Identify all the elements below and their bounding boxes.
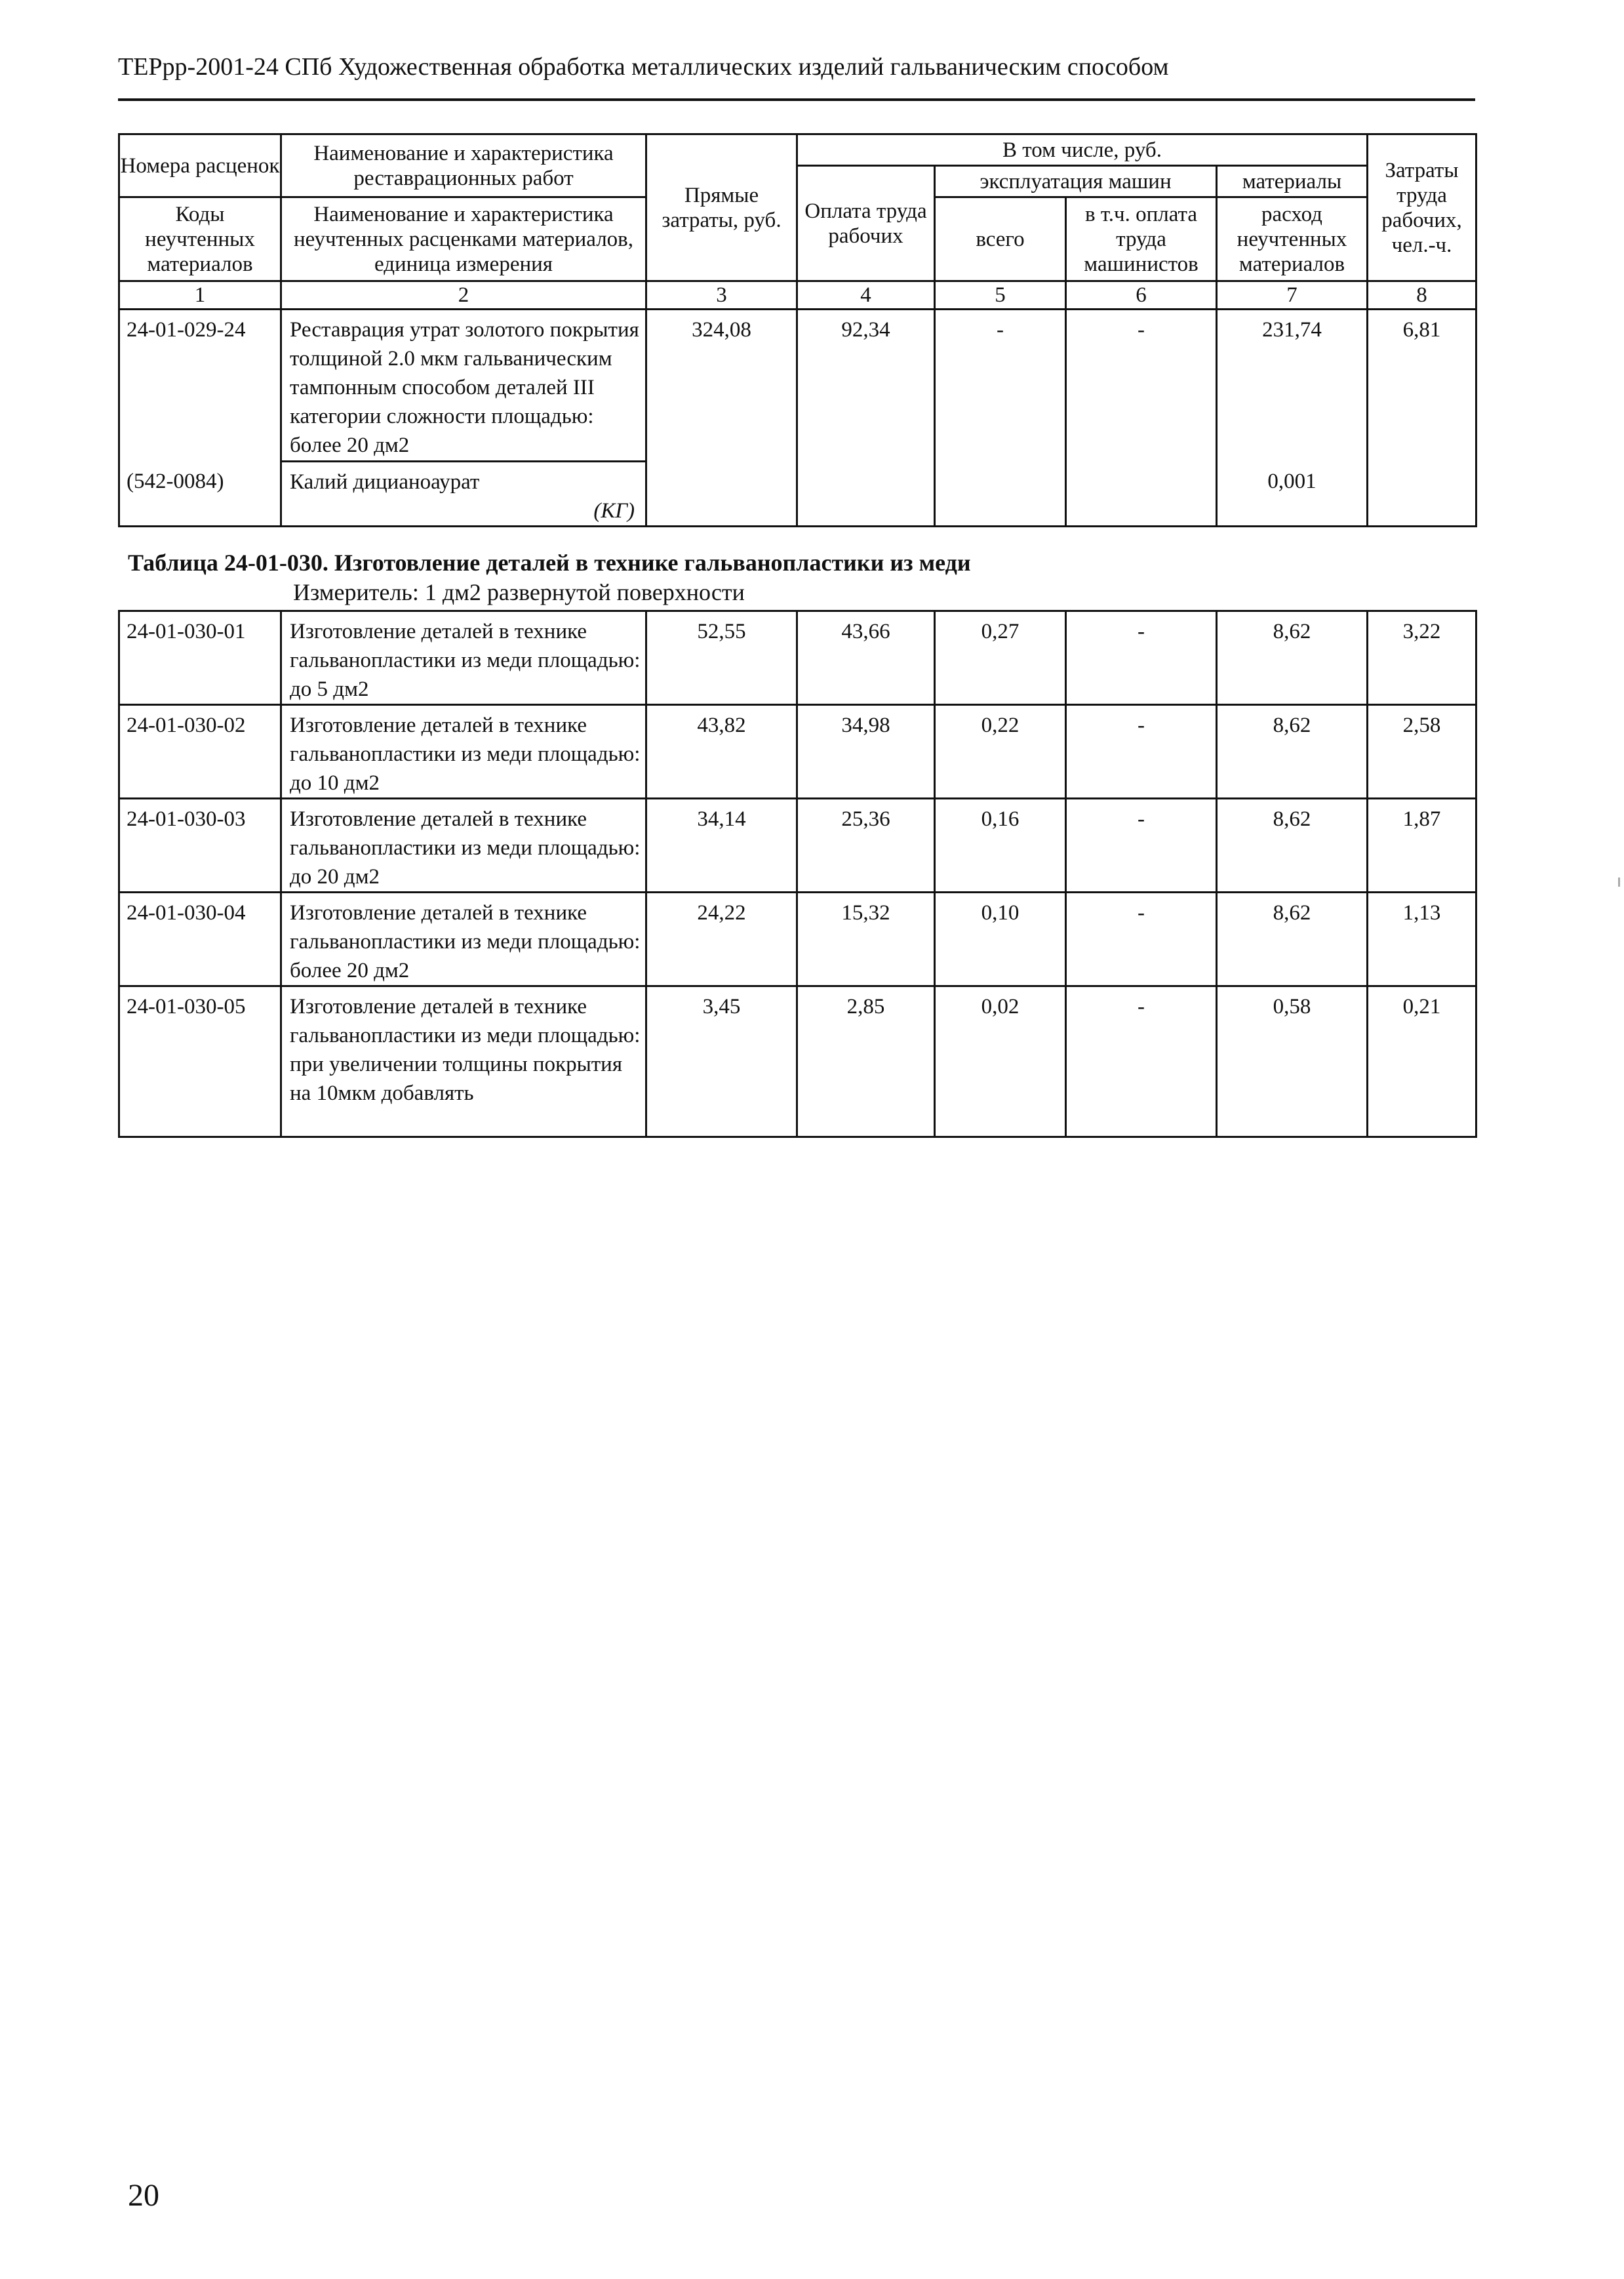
material-name: Калий дицианоаурат [290, 470, 480, 494]
rate-code: 24-01-029-24 [119, 310, 281, 462]
direct-costs: 324,08 [646, 310, 797, 462]
operator-pay: - [1066, 893, 1217, 986]
direct-costs: 52,55 [646, 611, 797, 705]
worker-pay: 2,85 [797, 986, 935, 1137]
operator-pay: - [1066, 611, 1217, 705]
materials-cost: 0,58 [1217, 986, 1368, 1137]
operator-pay: - [1066, 986, 1217, 1137]
machines-total: 0,27 [935, 611, 1066, 705]
material-code: (542-0084) [119, 462, 281, 527]
table-row [119, 893, 1476, 986]
material-consumption: 0,001 [1217, 462, 1368, 527]
table-measure-text: Измеритель: 1 дм2 развернутой поверхности [293, 579, 745, 605]
direct-costs: 43,82 [646, 705, 797, 799]
page-header: ТЕРрр-2001-24 СПб Художественная обработка металлических изделий гальваническим способом [118, 53, 1169, 81]
table-title [128, 548, 971, 577]
operator-pay: - [1066, 310, 1217, 462]
header-material-description: Наименование и характеристика неучтенных расценками материалов, единица измерения [281, 197, 646, 281]
worker-pay: 25,36 [797, 799, 935, 893]
materials-cost: 8,62 [1217, 705, 1368, 799]
header-labor-hours: Затраты труда рабочих, чел.-ч. [1368, 134, 1476, 281]
machines-total: - [935, 310, 1066, 462]
machines-total: 0,10 [935, 893, 1066, 986]
materials-cost: 8,62 [1217, 893, 1368, 986]
header-work-description: Наименование и характеристика реставрационных работ [281, 134, 646, 197]
column-number-4: 4 [797, 281, 935, 310]
table-row [119, 611, 1476, 705]
table-row [119, 799, 1476, 893]
column-number-8: 8 [1368, 281, 1476, 310]
labor-hours: 3,22 [1368, 611, 1476, 705]
table-row [119, 986, 1476, 1137]
operator-pay: - [1066, 799, 1217, 893]
labor-hours: 6,81 [1368, 310, 1476, 462]
page-number: 20 [128, 2178, 159, 2213]
header-operator-pay: в т.ч. оплата труда машинистов [1066, 197, 1217, 281]
column-number-6: 6 [1066, 281, 1217, 310]
header-material-codes: Коды неучтенных материалов [119, 197, 281, 281]
materials-cost: 8,62 [1217, 799, 1368, 893]
table-measure [293, 578, 745, 607]
rates-table-030 [118, 610, 1477, 1138]
header-machines-total: всего [935, 197, 1066, 281]
header-machine-operation: эксплуатация машин [935, 166, 1217, 197]
column-numbers-row [119, 281, 1476, 310]
header-worker-pay: Оплата труда рабочих [797, 166, 935, 281]
materials-cost: 231,74 [1217, 310, 1368, 462]
rate-code: 24-01-030-04 [119, 893, 281, 986]
machines-total: 0,02 [935, 986, 1066, 1137]
header-including-group: В том числе, руб. [797, 134, 1368, 166]
rate-code: 24-01-030-01 [119, 611, 281, 705]
rate-description: Изготовление деталей в технике гальванопластики из меди площадью: до 5 дм2 [281, 611, 646, 705]
rate-description: Реставрация утрат золотого покрытия толщиной 2.0 мкм гальваническим тампонным способом деталей III категории сложности площадью: более 20 дм2 [281, 310, 646, 462]
rate-code: 24-01-030-02 [119, 705, 281, 799]
table-row [119, 705, 1476, 799]
column-number-3: 3 [646, 281, 797, 310]
rate-description: Изготовление деталей в технике гальванопластики из меди площадью: более 20 дм2 [281, 893, 646, 986]
column-number-7: 7 [1217, 281, 1368, 310]
labor-hours: 1,13 [1368, 893, 1476, 986]
header-direct-costs: Прямые затраты, руб. [646, 134, 797, 281]
rate-code: 24-01-030-05 [119, 986, 281, 1137]
header-materials: материалы [1217, 166, 1368, 197]
material-unit: (КГ) [593, 499, 635, 523]
header-rule [118, 98, 1475, 101]
column-number-5: 5 [935, 281, 1066, 310]
rates-table-header [118, 133, 1477, 527]
scan-speck [1618, 877, 1620, 887]
labor-hours: 0,21 [1368, 986, 1476, 1137]
header-rate-numbers: Номера расценок [119, 134, 281, 197]
header-material-consumption: расход неучтенных материалов [1217, 197, 1368, 281]
direct-costs: 24,22 [646, 893, 797, 986]
table-row [119, 310, 1476, 462]
rate-description: Изготовление деталей в технике гальванопластики из меди площадью: до 20 дм2 [281, 799, 646, 893]
labor-hours: 2,58 [1368, 705, 1476, 799]
worker-pay: 43,66 [797, 611, 935, 705]
material-row [119, 462, 1476, 527]
direct-costs: 3,45 [646, 986, 797, 1137]
machines-total: 0,22 [935, 705, 1066, 799]
rate-description: Изготовление деталей в технике гальванопластики из меди площадью: при увеличении толщины покрытия на 10мкм добавлять [281, 986, 646, 1137]
worker-pay: 34,98 [797, 705, 935, 799]
table-title-text: Таблица 24-01-030. Изготовление деталей в технике гальванопластики из меди [128, 550, 971, 576]
column-number-2: 2 [281, 281, 646, 310]
operator-pay: - [1066, 705, 1217, 799]
worker-pay: 15,32 [797, 893, 935, 986]
rate-description: Изготовление деталей в технике гальванопластики из меди площадью: до 10 дм2 [281, 705, 646, 799]
machines-total: 0,16 [935, 799, 1066, 893]
column-number-1: 1 [119, 281, 281, 310]
labor-hours: 1,87 [1368, 799, 1476, 893]
direct-costs: 34,14 [646, 799, 797, 893]
rate-code: 24-01-030-03 [119, 799, 281, 893]
worker-pay: 92,34 [797, 310, 935, 462]
materials-cost: 8,62 [1217, 611, 1368, 705]
material-name-cell [281, 462, 646, 527]
